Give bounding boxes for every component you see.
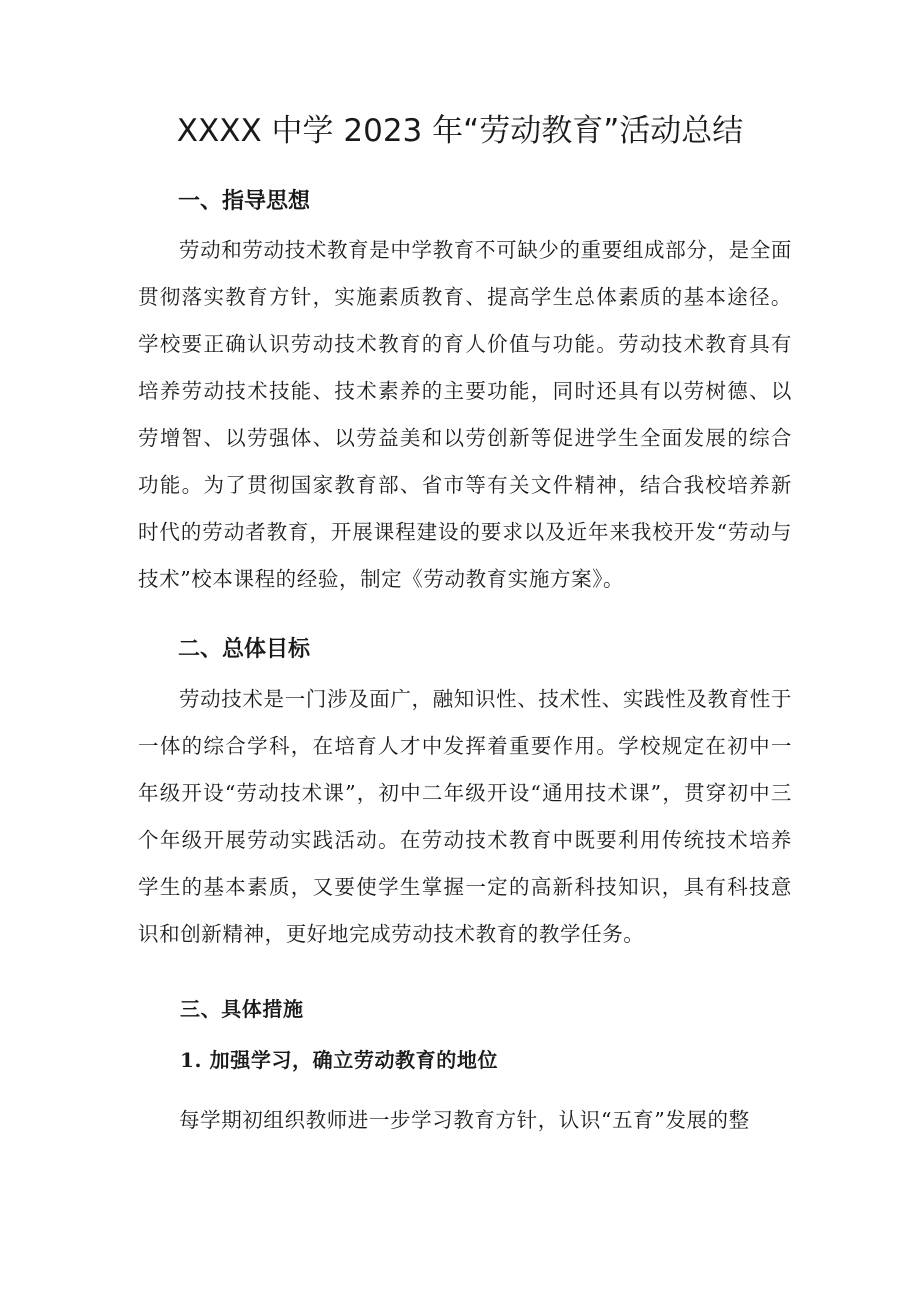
- document-title: XXXX 中学 2023 年“劳动教育”活动总结: [176, 113, 744, 149]
- section-3-subheading: 1. 加强学习，确立劳动教育的地位: [180, 1048, 499, 1072]
- section-1-heading: 一、指导思想: [178, 189, 311, 214]
- section-2-paragraph: 劳动技术是一门涉及面广，融知识性、技术性、实践性及教育性于一体的综合学科，在培育人才中发挥着重要作用。学校规定在初中一年级开设“劳动技术课”，初中二年级开设“通用技术课”，贯穿初中三个年级开展劳动实践活动。在劳动技术教育中既要利用传统技术培养学生的基本素质，又要使学生掌握一定的高新科技知识，具有科技意识和创新精神，更好地完成劳动技术教育的教学任务。: [138, 687, 792, 946]
- section-3-heading: 三、具体措施: [180, 997, 304, 1021]
- section-2-heading: 二、总体目标: [178, 637, 311, 662]
- section-3-paragraph: 每学期初组织教师进一步学习教育方针，认识“五育”发展的整: [179, 1108, 750, 1132]
- section-1-paragraph: 劳动和劳动技术教育是中学教育不可缺少的重要组成部分，是全面贯彻落实教育方针，实施素质教育、提高学生总体素质的基本途径。学校要正确认识劳动技术教育的育人价值与功能。劳动技术教育具有培养劳动技术技能、技术素养的主要功能，同时还具有以劳树德、以劳增智、以劳强体、以劳益美和以劳创新等促进学生全面发展的综合功能。为了贯彻国家教育部、省市等有关文件精神，结合我校培养新时代的劳动者教育，开展课程建设的要求以及近年来我校开发“劳动与技术”校本课程的经验，制定《劳动教育实施方案》。: [138, 238, 792, 591]
